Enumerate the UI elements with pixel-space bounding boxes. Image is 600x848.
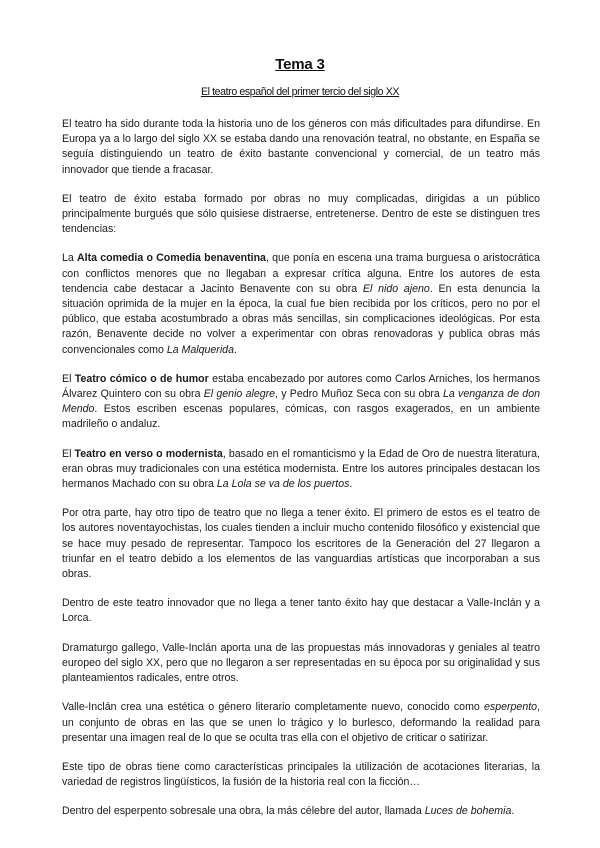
text-segment: El: [62, 447, 75, 460]
work-title: El nido ajeno: [362, 282, 430, 295]
text-segment: El: [62, 372, 75, 385]
text-segment: Dentro del esperpento sobresale una obra, la más célebre del autor, llamada: [62, 805, 425, 818]
paragraph-teatro-comico: [62, 372, 540, 433]
document-title: Tema 3: [275, 56, 325, 73]
text-segment: estaba encabezado por autores como Carlos Arniches, los hermanos Álvarez Quintero con su obra: [62, 372, 540, 401]
work-title: El genio alegre: [203, 388, 276, 401]
text-segment: La: [62, 252, 78, 265]
document-subtitle: El teatro español del primer tercio del siglo XX: [200, 86, 400, 98]
text-segment: , basado en el romanticismo y la Edad de Oro de nuestra literatura, eran obras muy tradicionales con una estética modernista. Entre los autores principales destacan los hermanos Machado con su obra: [62, 447, 540, 491]
paragraph-teatro-sin-exito: Por otra parte, hay otro tipo de teatro que no llega a tener éxito. El primero de estos es el teatro de los autores noventayochistas, los cuales tienden a incluir mucho contenido filosófico y existencial que se hace muy pesado de representar. Tampoco los escritores de la Generación del 27 llegaron a triunfar en el teatro debido a los elementos de las vanguardias artísticas que incorporaban a sus obras.: [62, 507, 540, 581]
paragraph-alta-comedia: [62, 251, 540, 357]
paragraph-teatro-verso: [62, 447, 540, 493]
paragraph-esperpento: [62, 700, 540, 746]
text-segment: . En esta denuncia la situación oprimida de la mujer en la época, la cual fue bien recibida por los críticos, pero no por el público, que estaba acostumbrado a obras más sencillas, sin complicaciones ideológicas. Por esta razón, Benavente decide no volver a experimentar con obras renovadoras y publica obras más convencionales como: [62, 282, 540, 356]
work-title: La venganza de don Mendo: [62, 388, 540, 416]
bold-term: Teatro en verso o modernista: [74, 447, 223, 460]
paragraph-intro: El teatro ha sido durante toda la historia uno de los géneros con más dificultades para difundirse. En Europa ya a lo largo del siglo XX se estaba dando una renovación teatral, no obstante, en España se seguía distinguiendo un teatro de éxito bastante convencional y comercial, de un teatro más innovador que tiende a fracasar.: [62, 118, 540, 176]
paragraph-dramaturgo: Dramaturgo gallego, Valle-Inclán aporta una de las propuestas más innovadoras y geniales al teatro europeo del siglo XX, pero que no llegaron a ser representadas en su época por su originalidad y sus planteamientos radicales, entre otros.: [62, 641, 540, 685]
paragraph-caracteristicas: Este tipo de obras tiene como características principales la utilización de acotaciones literarias, la variedad de registros lingüísticos, la fusión de la historia real con la ficción…: [62, 760, 540, 789]
text-segment: . Estos escriben escenas populares, cómicas, con rasgos exagerados, en un ambiente madrileño o andaluz.: [62, 403, 540, 431]
text-segment: .: [349, 478, 353, 491]
text-segment: .: [511, 805, 515, 818]
work-title: La Lola se va de los puertos: [216, 478, 350, 491]
work-title: La Malquerida: [166, 343, 234, 356]
text-segment: Valle-Inclán crea una estética o género literario completamente nuevo, conocido como: [62, 701, 485, 714]
paragraph-teatro-exito: El teatro de éxito estaba formado por obras no muy complicadas, dirigidas a un público principalmente burgués que sólo quisiese distraerse, entretenerse. Dentro de este se distinguen tres tendencias:: [62, 192, 540, 236]
paragraph-luces-bohemia: [62, 804, 540, 819]
italic-term: esperpento: [484, 701, 538, 714]
document-body: [62, 117, 540, 834]
paragraph-valle-lorca: Dentro de este teatro innovador que no llega a tener tanto éxito hay que destacar a Valle-Inclán y a Lorca.: [62, 597, 540, 625]
text-segment: , que ponía en escena una trama burguesa o aristocrática con conflictos menores que no llegaban a expresar crítica alguna. Entre los autores de esta tendencia cabe destacar a Jacinto Benavente con su obra: [62, 252, 540, 295]
text-segment: .: [233, 343, 237, 356]
bold-term: Teatro cómico o de humor: [74, 372, 209, 385]
work-title: Luces de bohemia: [424, 805, 512, 818]
text-segment: , y Pedro Muñoz Seca con su obra: [275, 388, 444, 401]
bold-term: Alta comedia o Comedia benaventina: [77, 252, 266, 265]
text-segment: , un conjunto de obras en las que se unen lo trágico y lo burlesco, deformando la realidad para presentar una imagen real de lo que se oculta tras ella con el objetivo de criticar o satirizar.: [62, 701, 540, 744]
